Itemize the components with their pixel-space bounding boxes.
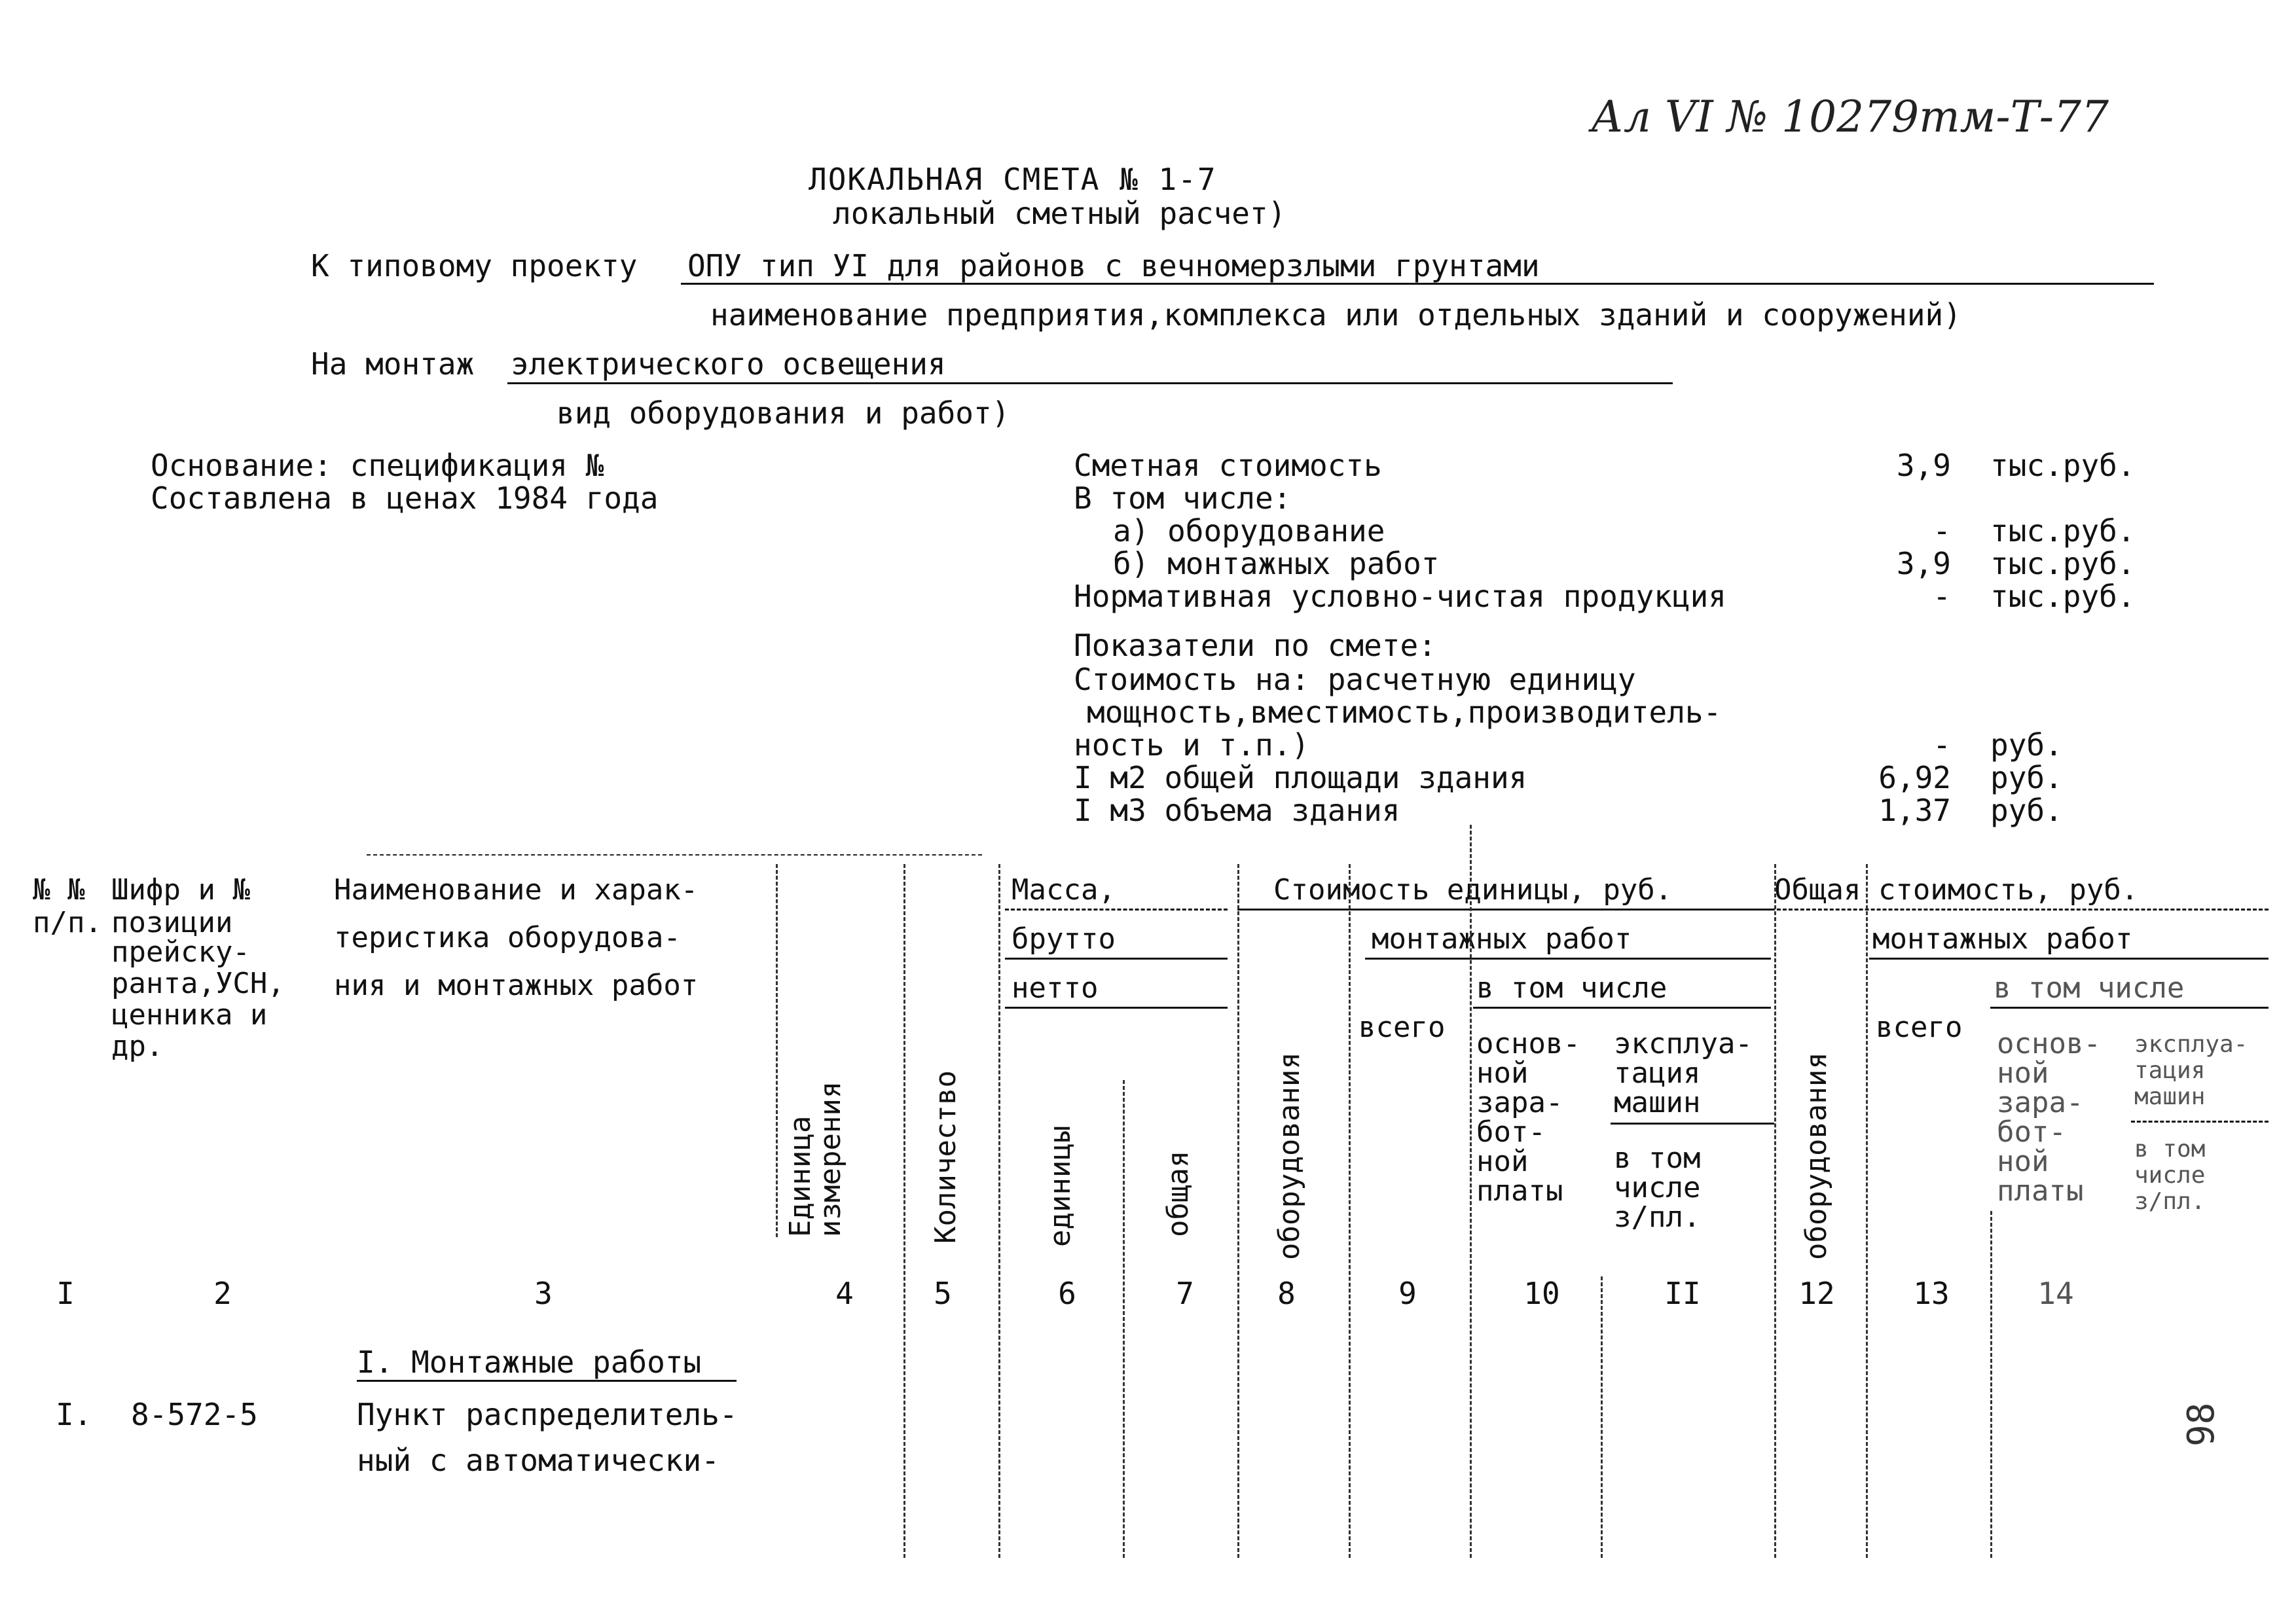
- equipment-label: а) оборудование: [1113, 513, 1385, 549]
- installation-unit: тыс.руб.: [1990, 546, 2136, 581]
- incl2-header: в том числе: [1994, 971, 2185, 1005]
- col4-header: Единица измерения: [784, 1081, 847, 1237]
- col10-line5: ной: [1476, 1145, 1529, 1178]
- indicators-line1: Стоимость на: расчетную единицу: [1074, 662, 1636, 697]
- volume-unit: руб.: [1990, 793, 2063, 828]
- net-header: нетто: [1011, 971, 1099, 1005]
- col7-header: общая: [1161, 1150, 1195, 1237]
- col3-header-line1: Наименование и харак-: [334, 873, 699, 907]
- equipment-unit: тыс.руб.: [1990, 513, 2136, 549]
- col2-header-line3: прейску-: [111, 935, 250, 969]
- col-divider-c: [998, 864, 1000, 1558]
- colnum-14: 14: [2037, 1276, 2074, 1311]
- handwritten-reference: Ал VI № 10279тм-Т-77: [1591, 92, 2109, 142]
- gross-underline: [1005, 958, 1228, 960]
- document-subtitle: локальный сметный расчет): [833, 196, 1286, 231]
- col-divider-g: [1470, 825, 1472, 1558]
- project-caption: наименование предприятия,комплекса или отдельных зданий и сооружений): [710, 297, 1961, 333]
- col11-line3: машин: [1614, 1086, 1701, 1119]
- col-divider-f: [1349, 864, 1351, 1558]
- equipment-value: -: [1933, 513, 1951, 549]
- net-underline: [1005, 1007, 1228, 1009]
- indicators-line3: ность и т.п.): [1074, 727, 1310, 763]
- area-label: I м2 общей площади здания: [1074, 760, 1527, 795]
- work-name: электрического освещения: [511, 346, 946, 382]
- work-underline: [507, 382, 1673, 384]
- col14-line6: платы: [1997, 1174, 2084, 1208]
- col1-header-line2: п/п.: [33, 906, 102, 939]
- col-divider-k: [1990, 1211, 1992, 1558]
- incl2-underline: [1990, 1007, 2269, 1009]
- col11-line1: эксплуа-: [1614, 1027, 1753, 1060]
- col15-line6: з/пл.: [2134, 1188, 2206, 1215]
- including-label: В том числе:: [1074, 480, 1292, 516]
- colnum-7: 7: [1176, 1276, 1194, 1311]
- col11-line2: тация: [1614, 1056, 1701, 1090]
- col10-line4: бот-: [1476, 1115, 1546, 1149]
- col11-underline: [1611, 1123, 1774, 1125]
- total-cost-underline: [1771, 909, 2269, 911]
- mass-header: Масса,: [1011, 873, 1116, 907]
- incl-header: в том числе: [1476, 971, 1667, 1005]
- col8-header: оборудования: [1273, 1052, 1306, 1260]
- project-prefix: К типовому проекту: [311, 248, 638, 283]
- col12-header: оборудования: [1800, 1052, 1833, 1260]
- col9-header: всего: [1358, 1011, 1446, 1044]
- normative-value: -: [1933, 579, 1951, 614]
- col-divider-j: [1866, 864, 1868, 1558]
- install-works-underline: [1365, 958, 1771, 960]
- row-description-line2: ный с автоматически-: [357, 1443, 720, 1478]
- col13-header: всего: [1876, 1011, 1963, 1044]
- row-number: I.: [56, 1397, 92, 1432]
- row-code: 8-572-5: [131, 1397, 258, 1432]
- col3-header-line2: теристика оборудова-: [334, 921, 681, 954]
- colnum-5: 5: [934, 1276, 952, 1311]
- work-caption: вид оборудования и работ): [556, 395, 1010, 431]
- mass-underline: [1005, 909, 1228, 911]
- col14-line3: зара-: [1997, 1086, 2084, 1119]
- project-underline: [681, 283, 2154, 285]
- col10-line2: ной: [1476, 1056, 1529, 1090]
- col3-header-line3: ния и монтажных работ: [334, 969, 699, 1002]
- install-works-header: монтажных работ: [1372, 922, 1632, 956]
- indicators-line2: мощность,вместимость,производитель-: [1087, 695, 1722, 730]
- colnum-2: 2: [213, 1276, 232, 1311]
- col-divider-d: [1123, 1080, 1125, 1558]
- col11-line5: числе: [1614, 1171, 1701, 1204]
- installation-label: б) монтажных работ: [1113, 546, 1440, 581]
- colnum-4: 4: [835, 1276, 854, 1311]
- col-divider-e: [1237, 864, 1239, 1558]
- col15-line2: тация: [2134, 1057, 2206, 1084]
- install-works2-header: монтажных работ: [1872, 922, 2133, 956]
- col5-header: Количество: [929, 1070, 962, 1244]
- col2-header-line2: позиции: [111, 906, 233, 939]
- col10-line1: основ-: [1476, 1027, 1580, 1060]
- gross-header: брутто: [1011, 922, 1116, 956]
- normative-label: Нормативная условно-чистая продукция: [1074, 579, 1726, 614]
- unit-cost-header: Стоимость единицы, руб.: [1273, 873, 1673, 907]
- colnum-11: II: [1664, 1276, 1701, 1311]
- indicators-line3-unit: руб.: [1990, 727, 2063, 763]
- col11-line6: з/пл.: [1614, 1200, 1701, 1234]
- col15-line5: числе: [2134, 1162, 2206, 1189]
- document-title: ЛОКАЛЬНАЯ СМЕТА № 1-7: [809, 162, 1217, 197]
- estimated-cost-label: Сметная стоимость: [1074, 448, 1382, 483]
- col14-line2: ной: [1997, 1056, 2049, 1090]
- col-divider-b: [903, 864, 905, 1558]
- colnum-1: I: [56, 1276, 75, 1311]
- col10-line6: платы: [1476, 1174, 1563, 1208]
- area-value: 6,92: [1878, 760, 1951, 795]
- col1-header-line1: № №: [33, 873, 85, 907]
- col-divider-i: [1774, 864, 1776, 1558]
- colnum-3: 3: [534, 1276, 553, 1311]
- section-title: I. Монтажные работы: [357, 1344, 702, 1380]
- col2-header-line5: ценника и: [111, 998, 268, 1032]
- incl-underline: [1473, 1007, 1771, 1009]
- estimated-cost-unit: тыс.руб.: [1990, 448, 2136, 483]
- volume-value: 1,37: [1878, 793, 1951, 828]
- col14-line1: основ-: [1997, 1027, 2101, 1060]
- col2-header-line4: ранта,УСН,: [111, 967, 285, 1000]
- col2-header-line1: Шифр и №: [111, 873, 250, 907]
- normative-unit: тыс.руб.: [1990, 579, 2136, 614]
- installation-value: 3,9: [1896, 546, 1951, 581]
- row-description-line1: Пункт распределитель-: [357, 1397, 738, 1432]
- col-divider-a: [776, 864, 778, 1237]
- page-number: 98: [2180, 1402, 2223, 1447]
- total-cost-header: Общая стоимость, руб.: [1774, 873, 2139, 907]
- project-name: ОПУ тип УI для районов с вечномерзлыми грунтами: [687, 248, 1540, 283]
- col14-line5: ной: [1997, 1145, 2049, 1178]
- col15-line3: машин: [2134, 1083, 2206, 1110]
- col2-header-line6: др.: [111, 1030, 164, 1063]
- colnum-9: 9: [1398, 1276, 1417, 1311]
- indicators-line3-value: -: [1933, 727, 1951, 763]
- indicators-heading: Показатели по смете:: [1074, 628, 1436, 663]
- table-top-rule: [367, 854, 982, 856]
- unit-cost-underline: [1237, 909, 1774, 911]
- colnum-12: 12: [1798, 1276, 1835, 1311]
- section-title-underline: [357, 1380, 737, 1382]
- col15-line1: эксплуа-: [2134, 1031, 2248, 1058]
- col15-underline: [2131, 1121, 2269, 1123]
- col-divider-h: [1601, 1276, 1603, 1558]
- install-works2-underline: [1869, 958, 2269, 960]
- volume-label: I м3 объема здания: [1074, 793, 1400, 828]
- basis-prices: Составлена в ценах 1984 года: [151, 480, 659, 516]
- col14-line4: бот-: [1997, 1115, 2066, 1149]
- col6-header: единицы: [1044, 1125, 1077, 1247]
- basis-spec: Основание: спецификация №: [151, 448, 604, 483]
- colnum-10: 10: [1523, 1276, 1560, 1311]
- work-prefix: На монтаж: [311, 346, 475, 382]
- colnum-8: 8: [1277, 1276, 1296, 1311]
- col15-line4: в том: [2134, 1136, 2206, 1163]
- colnum-6: 6: [1058, 1276, 1076, 1311]
- colnum-13: 13: [1913, 1276, 1950, 1311]
- area-unit: руб.: [1990, 760, 2063, 795]
- col10-line3: зара-: [1476, 1086, 1563, 1119]
- col11-line4: в том: [1614, 1142, 1701, 1175]
- estimated-cost-value: 3,9: [1896, 448, 1951, 483]
